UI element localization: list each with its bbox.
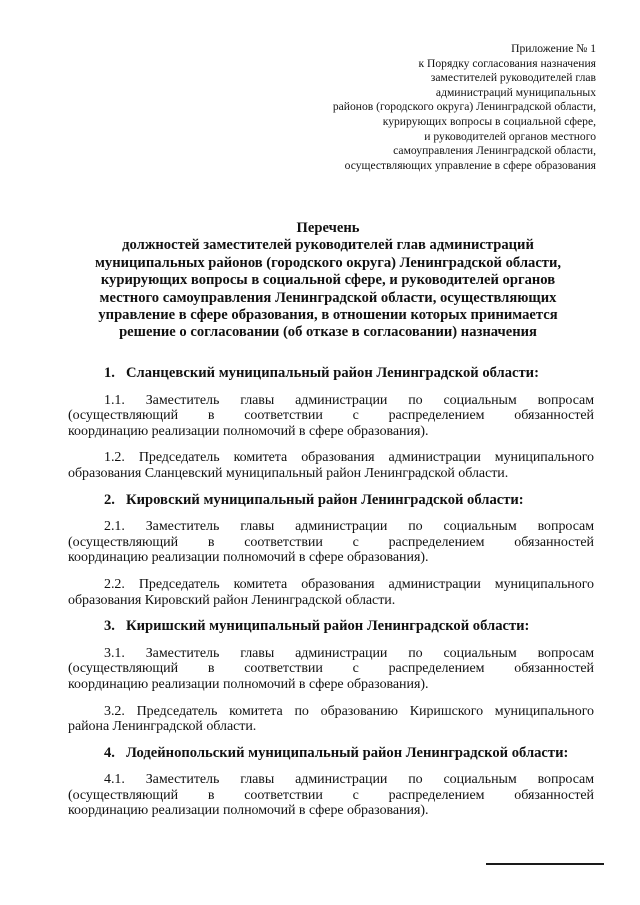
item-line: района Ленинградской области. [68,719,257,735]
item-line: 1.1. Заместитель главы администрации по социальным вопросам [104,392,594,408]
item-line: координацию реализации полномочий в сфере образования). [68,423,429,439]
annex-header [266,42,596,173]
list-item [68,772,594,819]
section-number: 4. [104,744,115,761]
document-body [68,366,594,830]
title-line: Перечень [296,220,360,236]
list-item [68,519,594,566]
list-item [68,450,594,481]
item-line: координацию реализации полномочий в сфере образования). [68,676,429,692]
item-line: 1.2. Председатель комитета образования администрации муниципального [104,450,594,466]
annex-line: заместителей руководителей глав [430,71,596,85]
item-line: 4.1. Заместитель главы администрации по социальным вопросам [104,772,594,788]
section-heading [68,493,594,509]
item-line: 3.1. Заместитель главы администрации по социальным вопросам [104,645,594,661]
list-item [68,577,594,608]
section-title: Сланцевский муниципальный район Ленинградской области: [126,365,539,381]
list-item [68,393,594,440]
document-title [58,220,598,342]
title-line: муниципальных районов (городского округа) Ленинградской области, [94,254,562,271]
footer-divider [486,863,604,865]
section-3 [68,619,594,735]
item-line: координацию реализации полномочий в сфере образования). [68,550,429,566]
section-4 [68,746,594,819]
list-item [68,646,594,693]
section-title: Лодейнопольский муниципальный район Ленинградской области: [126,744,569,761]
annex-line: к Порядку согласования назначения [418,56,596,70]
item-line: (осуществляющий в соответствии с распределением обязанностей [68,534,594,550]
item-line: образования Сланцевский муниципальный район Ленинградской области. [68,465,509,481]
title-line: должностей заместителей руководителей глав администраций [122,237,534,254]
item-line: (осуществляющий в соответствии с распределением обязанностей [68,661,594,677]
annex-line: осуществляющих управление в сфере образования [344,158,596,172]
title-line: местного самоуправления Ленинградской области, осуществляющих [99,289,557,306]
item-line: (осуществляющий в соответствии с распределением обязанностей [68,787,594,803]
item-line: 2.1. Заместитель главы администрации по социальным вопросам [104,519,594,535]
annex-line: и руководителей органов местного [424,129,596,143]
item-line: (осуществляющий в соответствии с распределением обязанностей [68,408,594,424]
item-line: 2.2. Председатель комитета образования администрации муниципального [104,576,594,592]
section-title: Киришский муниципальный район Ленинградской области: [126,618,530,635]
annex-line: районов (городского округа) Ленинградской области, [332,100,596,114]
section-number: 1. [104,365,115,381]
section-heading [68,746,594,762]
annex-line: курирующих вопросы в социальной сфере, [382,114,596,128]
section-heading [68,366,594,382]
item-line: образования Кировский район Ленинградской области. [68,592,396,608]
section-1 [68,366,594,482]
section-number: 3. [104,618,115,635]
title-line: курирующих вопросы в социальной сфере, и руководителей органов [100,272,556,289]
section-2 [68,493,594,609]
title-line: решение о согласовании (об отказе в согласовании) назначения [119,324,537,341]
annex-line: администраций муниципальных [435,85,596,99]
annex-line: самоуправления Ленинградской области, [393,144,596,158]
section-heading [68,619,594,635]
section-title: Кировский муниципальный район Ленинградской области: [126,491,524,508]
item-line: координацию реализации полномочий в сфере образования). [68,803,429,819]
section-number: 2. [104,491,115,508]
title-line: управление в сфере образования, в отношении которых принимается [98,307,558,324]
annex-line: Приложение № 1 [511,42,596,55]
item-line: 3.2. Председатель комитета по образованию Киришского муниципального [104,703,594,719]
list-item [68,704,594,735]
